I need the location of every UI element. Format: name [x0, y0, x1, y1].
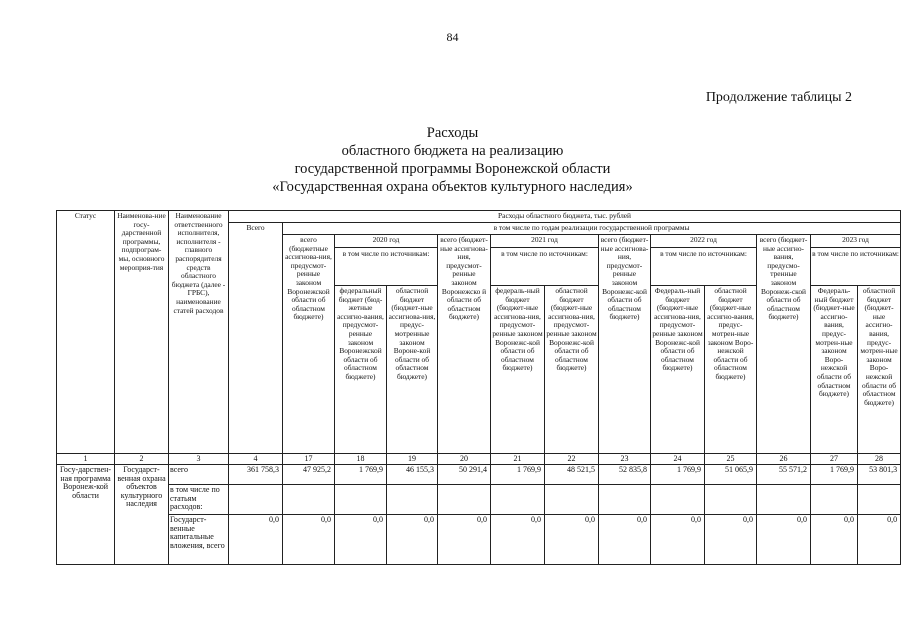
subrow-label: Государст-венные капитальные вложения, всего — [169, 515, 229, 565]
value-cell — [283, 485, 335, 515]
value-cell: 48 521,5 — [545, 465, 599, 485]
column-number: 17 — [283, 454, 335, 465]
value-cell — [858, 485, 901, 515]
subrow-label: в том числе по статьям расходов: — [169, 485, 229, 515]
value-cell: 46 155,3 — [387, 465, 438, 485]
column-number: 19 — [387, 454, 438, 465]
header-all-2021: всего (бюджет-ные ассигнова-ния, предусмот-ренные законом Воронежско й области об областном бюджете) — [438, 235, 491, 454]
column-number: 23 — [599, 454, 651, 465]
header-fed-2021: федераль-ный бюджет (бюджет-ные ассигнова-ния, предусмот-ренные законом Воронежс-кой области об областном бюджете) — [491, 286, 545, 454]
value-cell — [599, 485, 651, 515]
table-continuation-label: Продолжение таблицы 2 — [705, 90, 852, 105]
column-number: 22 — [545, 454, 599, 465]
header-year-2023 — [811, 235, 901, 286]
sources-label: в том числе по источникам: — [812, 248, 899, 258]
value-cell: 0,0 — [387, 515, 438, 565]
header-reg-2021: областной бюджет (бюджет-ные ассигнова-ния, предусмот-ренные законом Воронежс-кой области об областном бюджете) — [545, 286, 599, 454]
header-fed-2022: Федераль-ный бюджет (бюджет-ные ассигнова-ния, предусмот-ренные законом Воронежс-кой области об областном бюджете) — [651, 286, 705, 454]
value-cell: 361 758,3 — [229, 465, 283, 485]
sources-label: в том числе по источникам: — [335, 247, 437, 259]
value-cell: 1 769,9 — [651, 465, 705, 485]
header-year-2020 — [335, 235, 438, 286]
header-all-2020: всего (бюджетные ассигнова-ния, предусмот-ренные законом Воронежской области об областном бюджете) — [283, 235, 335, 454]
value-cell — [438, 485, 491, 515]
title-line: Расходы — [426, 125, 479, 141]
header-by-years: в том числе по годам реализации государственной программы — [283, 223, 901, 235]
header-expenses: Расходы областного бюджета, тыс. рублей — [229, 211, 901, 223]
column-number: 4 — [229, 454, 283, 465]
column-number: 21 — [491, 454, 545, 465]
value-cell: 0,0 — [599, 515, 651, 565]
title-line: «Государственная охрана объектов культурного наследия» — [272, 179, 633, 195]
value-cell — [229, 485, 283, 515]
value-cell — [335, 485, 387, 515]
value-cell: 53 801,3 — [858, 465, 901, 485]
value-cell: 0,0 — [438, 515, 491, 565]
value-cell: 0,0 — [283, 515, 335, 565]
value-cell: 1 769,9 — [335, 465, 387, 485]
subrow-label: всего — [169, 465, 229, 485]
value-cell — [545, 485, 599, 515]
value-cell: 47 925,2 — [283, 465, 335, 485]
value-cell: 1 769,9 — [811, 465, 858, 485]
table-row — [57, 485, 901, 515]
document-title — [0, 124, 905, 196]
value-cell: 55 571,2 — [757, 465, 811, 485]
header-row — [57, 211, 901, 223]
value-cell: 0,0 — [545, 515, 599, 565]
header-year-2022 — [651, 235, 757, 286]
header-program-name: Наименова-ние госу-дарственной программы, подпрограм-мы, основного мероприя-тия — [115, 211, 169, 454]
year-label: 2023 год — [842, 235, 869, 244]
header-total: Всего — [229, 223, 283, 454]
title-line: государственной программы Воронежской области — [294, 161, 611, 177]
column-number: 20 — [438, 454, 491, 465]
value-cell: 0,0 — [858, 515, 901, 565]
value-cell: 0,0 — [335, 515, 387, 565]
header-fed-2020: федеральный бюджет (бюд-жетные ассигно-вания, предусмот-ренные законом Воронежской области об областном бюджете) — [335, 286, 387, 454]
status-cell: Госу-дарствен-ная программа Воронеж-кой области — [57, 465, 115, 565]
value-cell: 0,0 — [651, 515, 705, 565]
sources-label: в том числе по источникам: — [491, 247, 598, 259]
header-status: Статус — [57, 211, 115, 454]
header-executor: Наименование ответственного исполнителя, исполнителя - главного распорядителя средств областного бюджета (далее - ГРБС), наименование статей расходов — [169, 211, 229, 454]
column-number-row — [57, 454, 901, 465]
value-cell — [387, 485, 438, 515]
header-fed-2023: Федераль-ный бюджет (бюджет-ные ассигно-вания, предус-мотрен-ные законом Воро-нежской области об областном бюджете) — [811, 286, 858, 454]
value-cell — [651, 485, 705, 515]
column-number: 24 — [651, 454, 705, 465]
title-line: областного бюджета на реализацию — [341, 143, 564, 159]
value-cell: 0,0 — [705, 515, 757, 565]
expenses-table — [56, 210, 901, 565]
column-number: 28 — [858, 454, 901, 465]
value-cell: 1 769,9 — [491, 465, 545, 485]
column-number: 2 — [115, 454, 169, 465]
table-row — [57, 515, 901, 565]
year-label: 2022 год — [690, 235, 717, 244]
sources-label: в том числе по источникам: — [651, 247, 756, 259]
value-cell — [811, 485, 858, 515]
value-cell — [705, 485, 757, 515]
column-number: 1 — [57, 454, 115, 465]
header-reg-2020: областной бюджет (бюджет-ные ассигнова-ния, предус-мотренные законом Вороне-кой области об областном бюджете) — [387, 286, 438, 454]
value-cell: 0,0 — [757, 515, 811, 565]
value-cell: 0,0 — [811, 515, 858, 565]
column-number: 25 — [705, 454, 757, 465]
column-number: 18 — [335, 454, 387, 465]
column-number: 26 — [757, 454, 811, 465]
year-label: 2020 год — [372, 235, 400, 244]
value-cell: 51 065,9 — [705, 465, 757, 485]
value-cell — [491, 485, 545, 515]
header-all-2022: всего (бюджет-ные ассигнова-ния, предусмот-ренные законом Воронежс-кой области об областном бюджете) — [599, 235, 651, 454]
column-number: 27 — [811, 454, 858, 465]
header-all-2023: всего (бюджет-ные ассигно-вания, предусмо-тренные законом Воронеж-ской области об областном бюджете) — [757, 235, 811, 454]
program-cell: Государст-венная охрана объектов культурного наследия — [115, 465, 169, 565]
value-cell — [757, 485, 811, 515]
page-number: 84 — [446, 30, 459, 44]
header-reg-2023: областной бюджет (бюджет-ные ассигно-вания, предус-мотрен-ные законом Воро-нежской области об областном бюджете) — [858, 286, 901, 454]
table-row — [57, 465, 901, 485]
header-year-2021 — [491, 235, 599, 286]
value-cell: 0,0 — [491, 515, 545, 565]
value-cell: 50 291,4 — [438, 465, 491, 485]
value-cell: 52 835,8 — [599, 465, 651, 485]
value-cell: 0,0 — [229, 515, 283, 565]
column-number: 3 — [169, 454, 229, 465]
header-reg-2022: областной бюджет (бюджет-ные ассигно-вания, предус-мотрен-ные законом Воро-нежской области об областном бюджете) — [705, 286, 757, 454]
year-label: 2021 год — [531, 235, 558, 244]
